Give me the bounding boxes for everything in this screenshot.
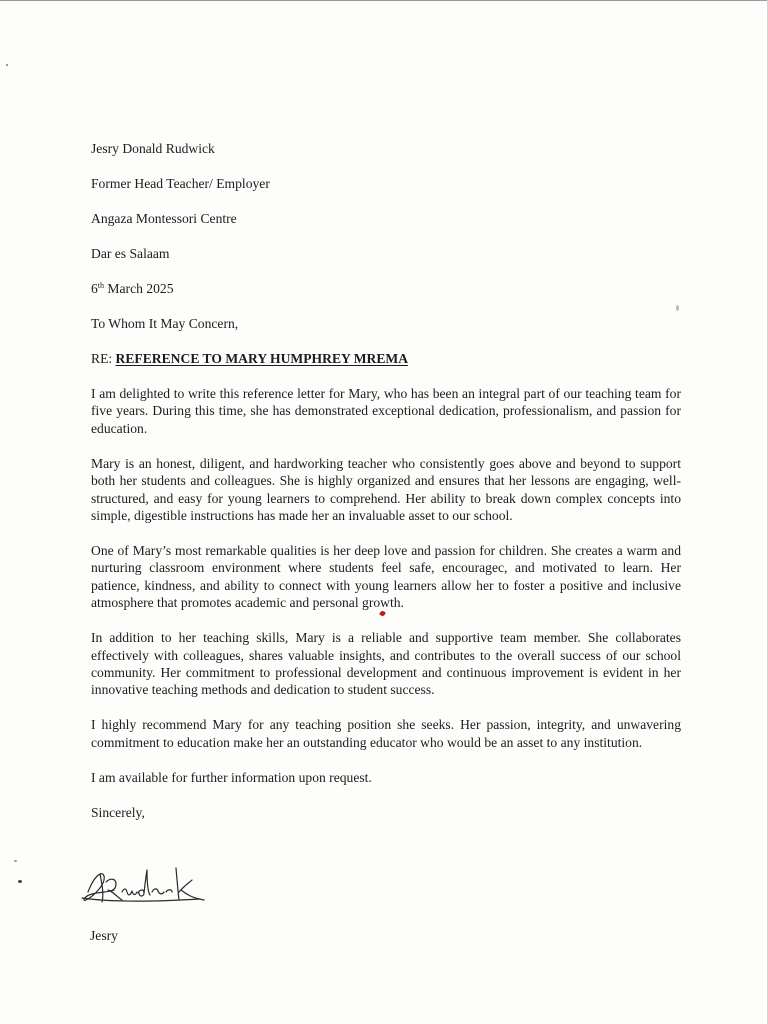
date-suffix: th [97,280,105,290]
paragraph-qualities: Mary is an honest, diligent, and hardworking teacher who consistently goes above and beyond to support both her students and colleagues. She is highly organized and ensures that her lessons are engaging, well-structured, and easy for young learners to comprehend. Her ability to break down complex concepts into simple, digestible instructions has made her an invaluable asset to our school. [91,455,681,523]
handwritten-signature [80,862,220,912]
salutation: To Whom It May Concern, [91,315,239,331]
signer-name: Jesry [90,928,118,943]
scan-speck [18,880,22,883]
letter-body [91,140,681,821]
letter-date [91,280,681,297]
subject-line [91,350,681,367]
subject-title: REFERENCE TO MARY HUMPHREY MREMA [115,350,409,366]
scan-speck [14,860,17,862]
subject-prefix: RE: [91,350,116,366]
sender-name: Jesry Donald Rudwick [91,141,215,156]
paragraph-teamwork: In addition to her teaching skills, Mary is a reliable and supportive team member. She collaborates effectively with colleagues, shares valuable insights, and contributes to the overall success of our school community. Her commitment to professional development and continuous improvement is evident in her innovative teaching methods and dedication to student success. [91,630,681,698]
date-day: 6 [91,280,98,296]
sender-position: Former Head Teacher/ Employer [91,175,270,191]
date-rest: March 2025 [104,280,174,296]
paragraph-availability: I am available for further information upon request. [91,769,372,785]
paragraph-children: One of Mary’s most remarkable qualities is her deep love and passion for children. She creates a warm and nurturing classroom environment where students feel safe, encouragec, and motivated to learn. Her patience, kindness, and ability to connect with young learners allow her to foster a positive and inclusive atmosphere that promotes academic and personal growth. [91,542,681,611]
scan-top-edge [0,0,768,1]
scan-speck [6,64,8,66]
sender-organization: Angaza Montessori Centre [91,210,237,226]
paragraph-recommendation: I highly recommend Mary for any teaching position she seeks. Her passion, integrity, and unwavering commitment to education make her an outstanding educator who would be an asset to any institution. [91,717,681,750]
closing: Sincerely, [91,804,145,820]
sender-city: Dar es Salaam [91,245,170,261]
paragraph-intro: I am delighted to write this reference letter for Mary, who has been an integral part of our teaching team for five years. During this time, she has demonstrated exceptional dedication, professionalism, and passion for education. [91,385,681,436]
